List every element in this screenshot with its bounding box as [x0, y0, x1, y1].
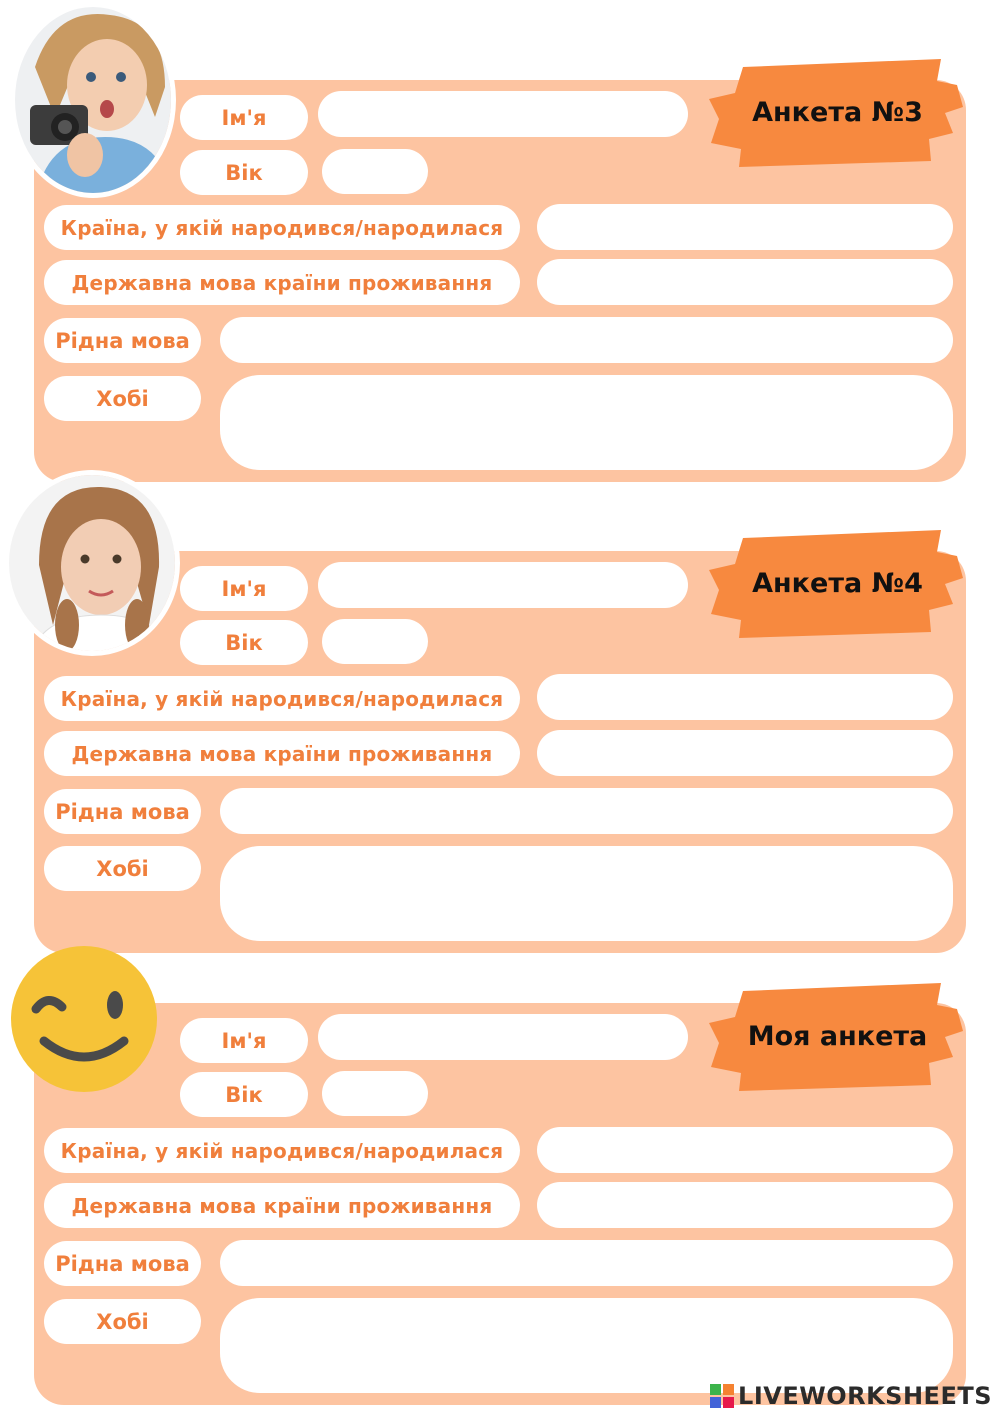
native-language-input-3[interactable]: [220, 1240, 953, 1286]
name-input-2[interactable]: [318, 562, 688, 608]
native-language-input-2[interactable]: [220, 788, 953, 834]
state-language-label-1: Державна мова країни проживання: [44, 260, 520, 305]
hobby-label-1: Хобі: [44, 376, 201, 421]
girl-with-braids-photo: [4, 470, 180, 656]
name-label-2: Ім'я: [180, 566, 308, 611]
footer-brand: LIVEWORKSHEETS: [738, 1382, 992, 1410]
age-input-3[interactable]: [322, 1071, 428, 1116]
state-language-label-3: Державна мова країни проживання: [44, 1183, 520, 1228]
state-language-input-3[interactable]: [537, 1182, 953, 1228]
native-language-label-1: Рідна мова: [44, 318, 201, 363]
country-label-2: Країна, у якій народився/народилася: [44, 676, 520, 721]
name-input-3[interactable]: [318, 1014, 688, 1060]
state-language-input-1[interactable]: [537, 259, 953, 305]
native-language-input-1[interactable]: [220, 317, 953, 363]
state-language-label-2: Державна мова країни проживання: [44, 731, 520, 776]
hobby-input-1[interactable]: [220, 375, 953, 470]
winking-smiley-icon: [0, 945, 170, 1093]
hobby-label-2: Хобі: [44, 846, 201, 891]
hobby-input-2[interactable]: [220, 846, 953, 941]
age-label-2: Вік: [180, 620, 308, 665]
form-title-2: Анкета №4: [752, 568, 923, 599]
country-input-3[interactable]: [537, 1127, 953, 1173]
name-input-1[interactable]: [318, 91, 688, 137]
age-label-1: Вік: [180, 150, 308, 195]
liveworksheets-logo-icon: [710, 1384, 734, 1408]
girl-with-camera-photo: [10, 2, 176, 198]
hobby-label-3: Хобі: [44, 1299, 201, 1344]
country-input-2[interactable]: [537, 674, 953, 720]
hobby-input-3[interactable]: [220, 1298, 953, 1393]
name-label-3: Ім'я: [180, 1018, 308, 1063]
age-label-3: Вік: [180, 1072, 308, 1117]
country-label-1: Країна, у якій народився/народилася: [44, 205, 520, 250]
form-title-3: Моя анкета: [747, 1021, 928, 1052]
age-input-1[interactable]: [322, 149, 428, 194]
country-label-3: Країна, у якій народився/народилася: [44, 1128, 520, 1173]
name-label-1: Ім'я: [180, 95, 308, 140]
native-language-label-2: Рідна мова: [44, 789, 201, 834]
native-language-label-3: Рідна мова: [44, 1241, 201, 1286]
state-language-input-2[interactable]: [537, 730, 953, 776]
country-input-1[interactable]: [537, 204, 953, 250]
form-title-1: Анкета №3: [752, 97, 923, 128]
liveworksheets-logo: [710, 1382, 992, 1410]
age-input-2[interactable]: [322, 619, 428, 664]
